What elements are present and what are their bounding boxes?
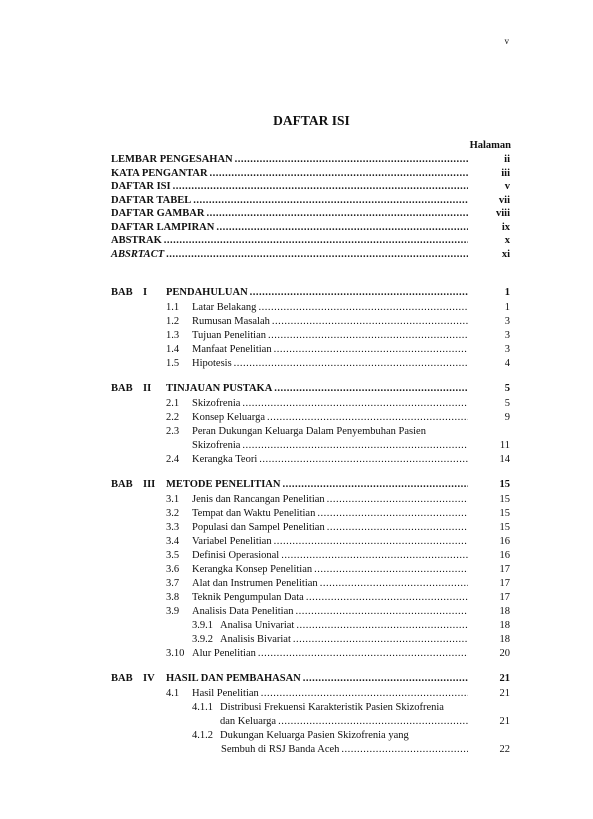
front-entry [111, 153, 510, 166]
entry-label: Teknik Pengumpulan Data [192, 592, 304, 603]
entry-label: Populasi dan Sampel Penelitian [192, 522, 325, 533]
dot-leader [327, 493, 468, 506]
dot-leader [320, 577, 468, 590]
entry-page: 21 [499, 716, 510, 727]
section-number: 3.9 [166, 606, 180, 617]
front-entry [111, 221, 510, 234]
entry-page: ii [504, 154, 510, 165]
entry-label: DAFTAR ISI [111, 181, 171, 192]
chapter-bab: BAB [111, 383, 133, 394]
entry-page: 16 [499, 536, 510, 547]
entry-page: 15 [499, 479, 510, 490]
section-number: 3.3 [166, 522, 180, 533]
dot-leader [193, 194, 468, 207]
entry-page: 17 [499, 592, 510, 603]
section-number: 3.6 [166, 564, 180, 575]
dot-leader [317, 507, 468, 520]
section-entry [220, 619, 510, 632]
entry-page: 5 [504, 383, 510, 394]
entry-page: 14 [499, 454, 510, 465]
section-entry [192, 493, 510, 506]
entry-label: DAFTAR GAMBAR [111, 208, 205, 219]
entry-label: Konsep Keluarga [192, 412, 265, 423]
dot-leader [327, 521, 468, 534]
entry-page: vii [498, 194, 510, 206]
entry-page: 15 [499, 522, 510, 533]
section-entry [192, 315, 510, 328]
section-title: Peran Dukungan Keluarga Dalam Penyembuhan Pasien [192, 426, 426, 437]
entry-label: DAFTAR LAMPIRAN [111, 221, 215, 233]
entry-label: METODE PENELITIAN [166, 479, 281, 490]
entry-page: 4 [504, 358, 510, 369]
entry-page: 15 [499, 494, 510, 505]
section-entry [192, 521, 510, 534]
dot-leader [295, 605, 468, 618]
entry-label: LEMBAR PENGESAHAN [111, 154, 233, 165]
entry-page: ix [501, 221, 510, 233]
section-number: 3.8 [166, 592, 180, 603]
entry-page: 16 [499, 550, 510, 561]
entry-page: viii [495, 208, 510, 219]
section-entry [192, 301, 510, 314]
chapter-number: IV [143, 673, 155, 684]
entry-label: Hipotesis [192, 358, 232, 369]
section-entry [192, 687, 510, 700]
entry-label: Analisa Univariat [220, 620, 295, 631]
section-number: 3.10 [166, 648, 185, 659]
section-entry [192, 397, 510, 410]
dot-leader [164, 234, 468, 247]
section-title: Dukungan Keluarga Pasien Skizofrenia yang [220, 730, 409, 741]
section-number: 1.5 [166, 358, 180, 369]
entry-label: HASIL DAN PEMBAHASAN [166, 673, 301, 684]
section-number: 2.4 [166, 454, 180, 465]
entry-page: 3 [504, 330, 510, 341]
dot-leader [306, 591, 468, 604]
section-entry [192, 343, 510, 356]
entry-label: Rumusan Masalah [192, 316, 270, 327]
chapter-bab: BAB [111, 287, 133, 298]
entry-label: Skizofrenia [192, 440, 241, 451]
entry-label: ABSTRAK [111, 235, 162, 246]
entry-label: Alat dan Instrumen Penelitian [192, 578, 318, 589]
chapter-bab: BAB [111, 479, 133, 490]
entry-label: Sembuh di RSJ Banda Aceh [221, 744, 340, 755]
dot-leader [281, 549, 468, 562]
dot-leader [258, 301, 468, 314]
front-entry [111, 194, 510, 207]
entry-label: Kerangka Konsep Penelitian [192, 564, 313, 575]
section-number: 1.1 [166, 302, 180, 313]
section-number: 1.2 [166, 316, 180, 327]
chapter-entry [166, 478, 510, 491]
section-entry [192, 507, 510, 520]
dot-leader [206, 207, 468, 220]
entry-page: 18 [499, 606, 510, 617]
entry-page: 1 [504, 287, 510, 298]
entry-page: 9 [504, 412, 510, 423]
section-entry [192, 329, 510, 342]
section-entry [192, 411, 510, 424]
section-entry [192, 453, 510, 466]
dot-leader [314, 563, 468, 576]
section-number: 2.2 [166, 412, 180, 423]
entry-label: TINJAUAN PUSTAKA [166, 383, 273, 394]
dot-leader [258, 647, 468, 660]
entry-label: Hasil Penelitian [192, 688, 259, 699]
dot-leader [234, 357, 468, 370]
section-entry [192, 577, 510, 590]
entry-label: Definisi Operasional [192, 550, 280, 561]
section-entry [192, 563, 510, 576]
dot-leader [268, 329, 468, 342]
dot-leader [274, 382, 468, 395]
dot-leader [216, 221, 468, 234]
section-entry [192, 605, 510, 618]
section-entry-continuation [192, 439, 510, 452]
entry-page: xi [501, 248, 510, 260]
page-column-header: Halaman [469, 140, 511, 151]
entry-page: 1 [504, 302, 510, 313]
dot-leader [278, 715, 468, 728]
entry-page: iii [501, 167, 510, 179]
entry-label: Manfaat Penelitian [192, 344, 272, 355]
section-entry [192, 357, 510, 370]
entry-label: Alur Penelitian [192, 648, 256, 659]
section-number: 3.9.2 [192, 634, 213, 645]
dot-leader [272, 315, 468, 328]
section-number: 4.1.2 [192, 730, 213, 741]
section-entry [192, 549, 510, 562]
entry-page: 5 [504, 398, 510, 409]
entry-page: 20 [499, 648, 510, 659]
chapter-number: III [143, 479, 156, 490]
entry-label: Tujuan Penelitian [192, 330, 266, 341]
dot-leader [296, 619, 468, 632]
section-number: 3.1 [166, 494, 180, 505]
section-number: 4.1.1 [192, 702, 213, 713]
entry-page: 21 [499, 673, 510, 684]
dot-leader [166, 248, 468, 261]
section-entry [220, 633, 510, 646]
entry-page: 22 [499, 744, 510, 755]
entry-page: 17 [499, 564, 510, 575]
dot-leader [267, 411, 468, 424]
chapter-number: I [143, 287, 148, 298]
front-entry [111, 180, 510, 193]
entry-page: 3 [504, 344, 510, 355]
chapter-entry [166, 286, 510, 299]
dot-leader [242, 397, 468, 410]
entry-page: 3 [504, 316, 510, 327]
front-entry [111, 167, 510, 180]
dot-leader [274, 535, 468, 548]
entry-label: PENDAHULUAN [166, 287, 248, 298]
entry-label: Tempat dan Waktu Penelitian [192, 508, 316, 519]
dot-leader [341, 743, 468, 756]
entry-page: 11 [499, 440, 510, 451]
entry-label: Jenis dan Rancangan Penelitian [192, 494, 325, 505]
entry-page: v [504, 181, 510, 192]
page-number: v [504, 36, 509, 46]
section-number: 2.3 [166, 426, 180, 437]
entry-page: 17 [499, 578, 510, 589]
chapter-bab: BAB [111, 673, 133, 684]
section-number: 1.3 [166, 330, 180, 341]
dot-leader [274, 343, 468, 356]
dot-leader [259, 453, 468, 466]
dot-leader [303, 672, 468, 685]
section-entry [192, 535, 510, 548]
dot-leader [210, 167, 468, 180]
entry-page: 15 [499, 508, 510, 519]
section-entry [192, 591, 510, 604]
front-entry [111, 248, 510, 261]
dot-leader [235, 153, 468, 166]
section-number: 3.2 [166, 508, 180, 519]
dot-leader [173, 180, 468, 193]
dot-leader [282, 478, 468, 491]
chapter-number: II [143, 383, 152, 394]
section-number: 4.1 [166, 688, 180, 699]
entry-label: Variabel Penelitian [192, 536, 272, 547]
section-number: 3.5 [166, 550, 180, 561]
entry-label: Analisis Bivariat [220, 634, 291, 645]
section-number: 2.1 [166, 398, 180, 409]
entry-page: 18 [499, 620, 510, 631]
front-entry [111, 207, 510, 220]
front-entry [111, 234, 510, 247]
entry-label: Latar Belakang [192, 302, 257, 313]
entry-label: Kerangka Teori [192, 454, 258, 465]
entry-label: DAFTAR TABEL [111, 194, 192, 206]
chapter-entry [166, 382, 510, 395]
entry-page: 21 [499, 688, 510, 699]
entry-label: Skizofrenia [192, 398, 241, 409]
section-entry-continuation [221, 743, 510, 756]
chapter-entry [166, 672, 510, 685]
section-number: 3.7 [166, 578, 180, 589]
section-entry-continuation [220, 715, 510, 728]
section-number: 3.4 [166, 536, 180, 547]
section-title: Distribusi Frekuensi Karakteristik Pasien Skizofrenia [220, 702, 444, 713]
entry-label: ABSRTACT [111, 248, 165, 260]
dot-leader [242, 439, 468, 452]
entry-label: KATA PENGANTAR [111, 167, 208, 179]
section-number: 1.4 [166, 344, 180, 355]
entry-label: Analisis Data Penelitian [192, 606, 294, 617]
section-number: 3.9.1 [192, 620, 213, 631]
entry-page: 18 [499, 634, 510, 645]
page-title: DAFTAR ISI [273, 113, 350, 128]
entry-page: x [504, 235, 510, 246]
entry-label: dan Keluarga [220, 716, 277, 727]
dot-leader [261, 687, 468, 700]
dot-leader [293, 633, 468, 646]
dot-leader [250, 286, 468, 299]
section-entry [192, 647, 510, 660]
